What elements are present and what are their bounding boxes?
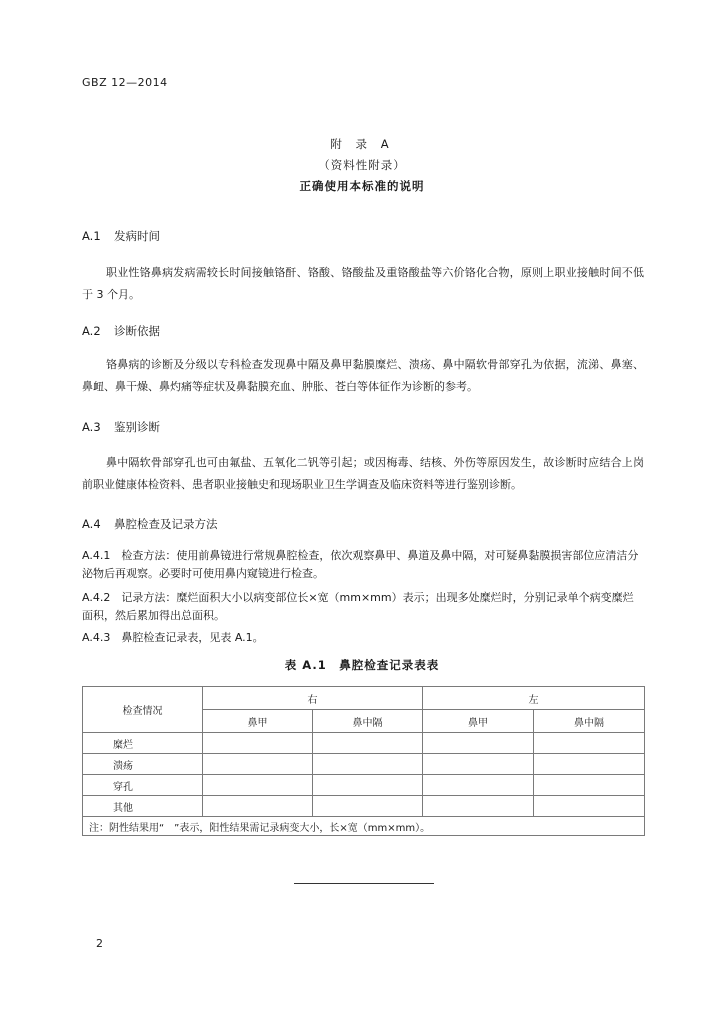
table-cell — [423, 754, 534, 775]
row-label: 穿孔 — [83, 775, 203, 796]
table-cell — [203, 733, 313, 754]
nasal-exam-table — [82, 686, 645, 836]
section-title: 鼻腔检查及记录方法 — [114, 517, 218, 531]
row-label: 溃疡 — [83, 754, 203, 775]
table-cell — [313, 796, 423, 817]
section-number: A.4 — [82, 517, 101, 531]
left-side-header: 左 — [423, 687, 645, 710]
section-a1-text: 职业性铬鼻病发病需较长时间接触铬酐、铬酸、铬酸盐及重铬酸盐等六价铬化合物，原则上职业接触时间不低于 3 个月。 — [82, 266, 644, 301]
table-cell — [423, 733, 534, 754]
section-a3-text: 鼻中隔软骨部穿孔也可由氟盐、五氧化二钒等引起；或因梅毒、结核、外伤等原因发生，故诊断时应结合上岗前职业健康体检资料、患者职业接触史和现场职业卫生学调查及临床资料等进行鉴别诊断。 — [82, 456, 644, 491]
subsection-a41: A.4.1 检查方法：使用前鼻镜进行常规鼻腔检查，依次观察鼻甲、鼻道及鼻中隔，对可疑鼻黏膜损害部位应清洁分泌物后再观察。必要时可使用鼻内窥镜进行检查。 — [82, 549, 639, 580]
section-a2-text: 铬鼻病的诊断及分级以专科检查发现鼻中隔及鼻甲黏膜糜烂、溃疡、鼻中隔软骨部穿孔为依据，流涕、鼻塞、鼻衄、鼻干燥、鼻灼痛等症状及鼻黏膜充血、肿胀、苍白等体征作为诊断的参考。 — [82, 358, 644, 393]
section-title: 鉴别诊断 — [114, 420, 160, 434]
subheader-cell: 鼻中隔 — [313, 710, 423, 733]
section-number: A.1 — [82, 229, 101, 243]
section-number: A.3 — [82, 420, 101, 434]
table-cell — [313, 754, 423, 775]
right-side-header: 右 — [203, 687, 423, 710]
subheader-cell: 鼻中隔 — [534, 710, 645, 733]
subheader-cell: 鼻甲 — [203, 710, 313, 733]
section-title: 发病时间 — [114, 229, 160, 243]
table-cell — [423, 775, 534, 796]
row-label: 其他 — [83, 796, 203, 817]
page-number: 2 — [96, 937, 103, 950]
appendix-subtitle: 正确使用本标准的说明 — [299, 179, 425, 193]
table-cell — [423, 796, 534, 817]
table-cell — [313, 733, 423, 754]
table-row — [83, 775, 645, 796]
section-a4-heading — [82, 516, 218, 532]
subsection-a43: A.4.3 鼻腔检查记录表，见表 A.1。 — [82, 631, 264, 644]
table-caption: 表 A.1 鼻腔检查记录表表 — [284, 658, 440, 672]
table-row — [83, 796, 645, 817]
table-cell — [313, 775, 423, 796]
table-note: 注：阴性结果用“ ”表示，阳性结果需记录病变大小，长×宽（mm×mm）。 — [83, 817, 645, 836]
table-cell — [534, 733, 645, 754]
section-title: 诊断依据 — [114, 324, 160, 338]
section-a1-heading — [82, 228, 160, 244]
table-cell — [534, 775, 645, 796]
table-cell — [534, 754, 645, 775]
appendix-title: 附 录 A — [330, 137, 394, 151]
table-note-row — [83, 817, 645, 836]
section-a3-heading — [82, 419, 160, 435]
section-a2-heading — [82, 323, 160, 339]
table-row — [83, 733, 645, 754]
appendix-type: （资料性附录） — [318, 158, 406, 172]
subsection-a42: A.4.2 记录方法：糜烂面积大小以病变部位长×宽（mm×mm）表示；出现多处糜烂时，分别记录单个病变糜烂面积，然后累加得出总面积。 — [82, 591, 634, 622]
table-cell — [203, 796, 313, 817]
end-rule — [294, 883, 434, 884]
table-cell — [203, 754, 313, 775]
table-corner-cell: 检查情况 — [83, 687, 203, 733]
subheader-cell: 鼻甲 — [423, 710, 534, 733]
table-row — [83, 754, 645, 775]
table-cell — [534, 796, 645, 817]
table-cell — [203, 775, 313, 796]
section-number: A.2 — [82, 324, 101, 338]
standard-number: GBZ 12—2014 — [82, 76, 168, 89]
row-label: 糜烂 — [83, 733, 203, 754]
table-header-row — [83, 687, 645, 710]
